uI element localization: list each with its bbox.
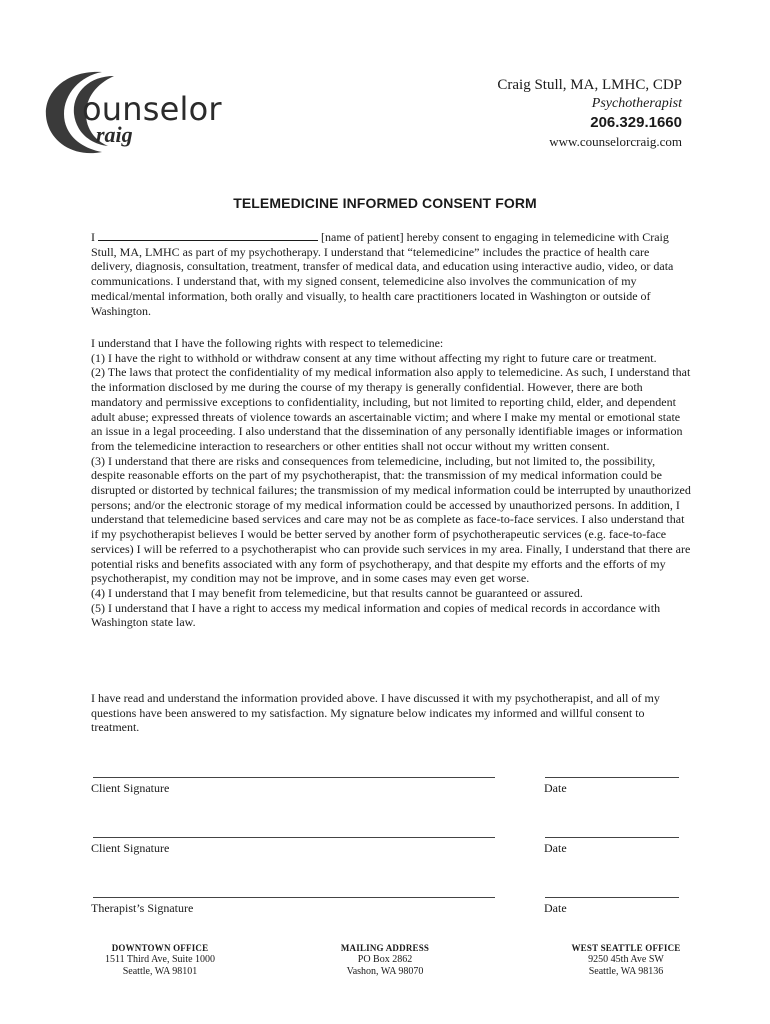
date-label-3: Date [544,901,567,915]
intro-prefix: I [91,230,95,244]
date-label-2: Date [544,841,567,855]
counselor-craig-logo [44,66,234,158]
date-line-3[interactable] [545,897,679,898]
therapist-signature-label: Therapist’s Signature [91,901,194,915]
acknowledgement-paragraph: I have read and understand the information provided above. I have discussed it with my psychotherapist, and all of my questions have been answered to my satisfaction. My signature below indicates my informed and willful consent to treatment. [91,691,660,735]
right-item-5: (5) I understand that I have a right to access my medical information and copies of medical records in accordance with Washington state law. [91,600,661,630]
footer-west-seattle-office [556,942,696,978]
therapist-signature-line[interactable] [93,897,495,898]
footer-mailing-address [315,942,455,978]
therapist-role: Psychotherapist [591,96,682,111]
therapist-name: Craig Stull, MA, LMHC, CDP [497,77,682,93]
right-item-3: (3) I understand that there are risks and consequences from telemedicine, including, but not limited to, the possibility, despite reasonable efforts on the part of my psychotherapist, that: the transmission of my medical information could be disrupted or distorted by technical failures; the transmission of my medical information could be interrupted by unauthorized persons; and/or the electronic storage of my medical information could be accessed by unauthorized persons. In addition, I understand that telemedicine based services and care may not be as complete as face-to-face services. I also understand that if my psychotherapist believes I would be better served by another form of psychotherapeutic services (e.g. face-to-face services) I will be referred to a psychotherapist who can provide such services in my area. Finally, I understand that there are potential risks and benefits associated with any form of psychotherapy, and that despite my efforts and the efforts of my psychotherapist, my condition may not be improve, and in some cases may even get worse. [91,453,691,586]
right-item-2: (2) The laws that protect the confidentiality of my medical information also apply to telemedicine. As such, I understand that the information disclosed by me during the course of my therapy is generally confidential. However, there are both mandatory and permissive exceptions to confidentiality, including, but not limited to reporting child, elder, and dependent adult abuse; expressed threats of violence towards an ascertainable victim; and where I make my mental or emotional state an issue in a legal proceeding. I also understand that the dissemination of any personally identifiable images or information from the telemedicine interaction to researchers or other entities shall not occur without my written consent. [91,365,691,453]
downtown-office-line1: 1511 Third Ave, Suite 1000 [104,954,216,965]
intro-text: [name of patient] hereby consent to engaging in telemedicine with Craig Stull, MA, LMHC as part of my psychotherapy. I understand that “telemedicine” includes the practice of health care delivery, diagnosis, consultation, treatment, transfer of medical data, and education using interactive audio, video, or data communications. I understand that, with my signed consent, telemedicine also involves the communication of my medical/mental information, both orally and visually, to health care practitioners located in Washington or outside of Washington. [91,230,674,318]
west-seattle-office-line2: Seattle, WA 98136 [588,966,664,977]
mailing-address-heading: MAILING ADDRESS [340,943,430,953]
footer-downtown-office [90,942,230,978]
website-link[interactable]: www.counselorcraig.com [549,134,682,149]
west-seattle-office-line1: 9250 45th Ave SW [588,954,664,965]
date-line-1[interactable] [545,777,679,778]
mailing-address-line2: Vashon, WA 98070 [346,966,424,977]
downtown-office-heading: DOWNTOWN OFFICE [111,943,209,953]
rights-heading: I understand that I have the following rights with respect to telemedicine: [91,336,444,350]
downtown-office-line2: Seattle, WA 98101 [122,966,198,977]
date-line-2[interactable] [545,837,679,838]
rights-section [91,336,691,630]
date-label-1: Date [544,781,567,795]
west-seattle-office-heading: WEST SEATTLE OFFICE [571,943,681,953]
phone-number: 206.329.1660 [590,114,682,131]
form-title: TELEMEDICINE INFORMED CONSENT FORM [233,195,537,211]
client-signature-label-2: Client Signature [91,841,170,855]
contact-block [497,76,682,150]
logo-wordmark: ounselor [82,90,222,128]
logo-script: raig [96,122,133,147]
mailing-address-line1: PO Box 2862 [357,954,413,965]
right-item-1: (1) I have the right to withhold or withdraw consent at any time without affecting my right to future care or treatment. [91,350,657,365]
client-signature-label-1: Client Signature [91,781,170,795]
client-signature-line-1[interactable] [93,777,495,778]
patient-name-field[interactable] [98,230,318,241]
intro-paragraph [91,230,691,318]
right-item-4: (4) I understand that I may benefit from telemedicine, but that results cannot be guaranteed or assured. [91,585,583,600]
client-signature-line-2[interactable] [93,837,495,838]
